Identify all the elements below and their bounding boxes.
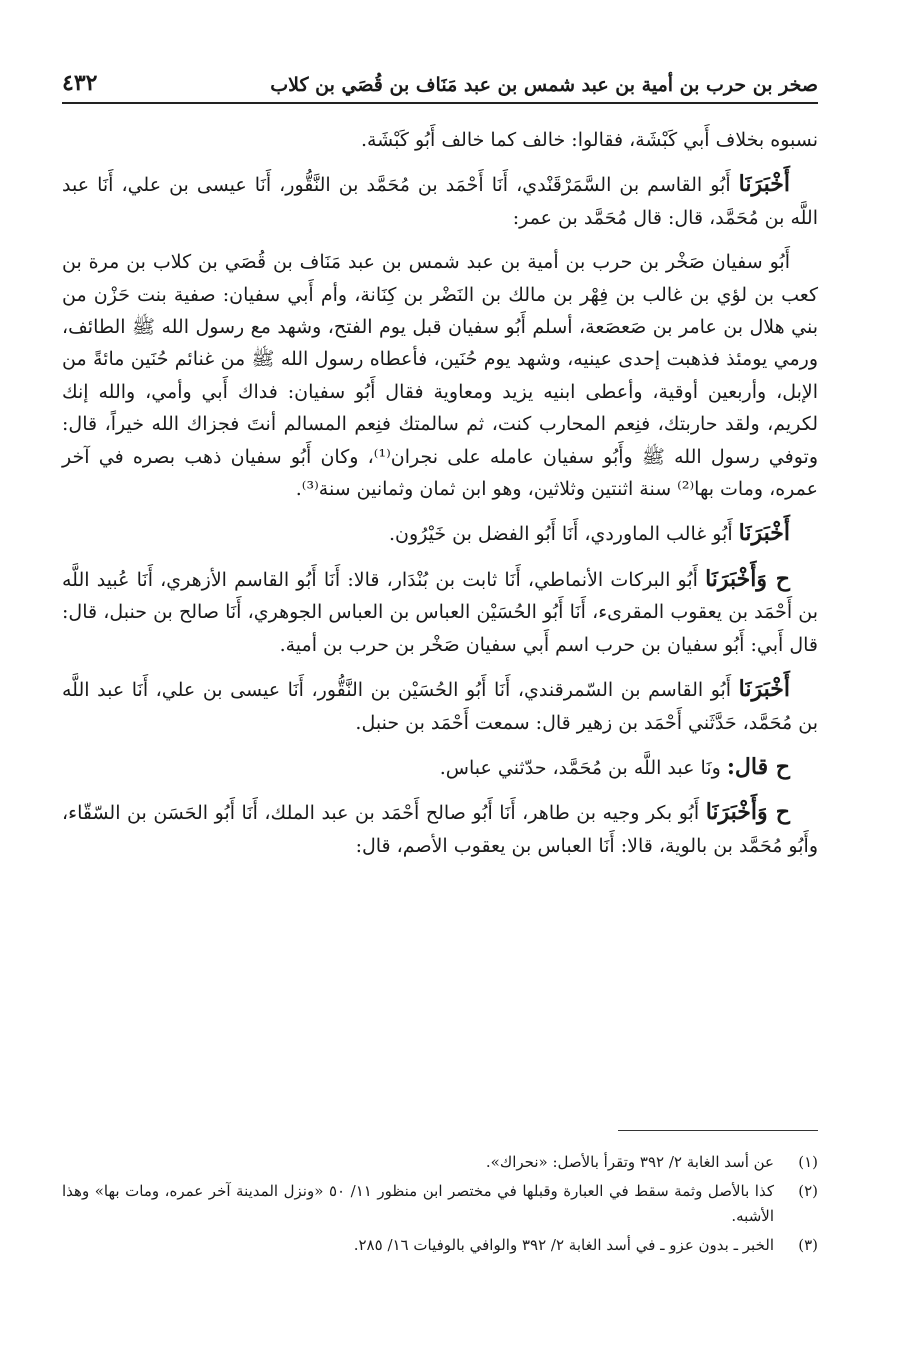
keyword: ح قال: <box>726 753 790 780</box>
paragraph <box>62 563 818 661</box>
paragraph <box>62 124 818 156</box>
paragraph <box>62 796 818 862</box>
footnote-number: (١) <box>798 1153 818 1171</box>
paragraph-text: أَبُو البركات الأنماطي، أَنَا ثابت بن بُنْدَار، قالا: أَنَا أَبُو القاسم الأزهري، أَنَا عُبيد اللَّه بن أَحْمَد بن يعقوب المقرىء، أَنَا أَبُو الحُسَيْن العباس بن العباس الجوهري، أَنَا صالح بن حنبل، قال: قال أَبي: أَبُو سفيان بن حرب اسم أَبي سفيان صَخْر بن حرب بن أمية. <box>62 568 818 656</box>
paragraph-text: أَبُو بكر وجيه بن طاهر، أَنَا أَبُو صالح أَحْمَد بن عبد الملك، أَنَا أَبُو الحَسَن بن السّقّاء، وأَبُو مُحَمَّد بن بالوية، قالا: أَنَا العباس بن يعقوب الأصم، قال: <box>62 802 818 857</box>
paragraph <box>62 168 818 234</box>
paragraph <box>62 673 818 739</box>
footnote-text: الخبر ـ بدون عزو ـ في أسد الغابة ٢/ ٣٩٢ والوافي بالوفيات ١٦/ ٢٨٥. <box>353 1236 774 1254</box>
paragraph-text: أَبُو سفيان صَخْر بن حرب بن أمية بن عبد شمس بن عبد مَنَاف بن قُصَي بن كلاب بن مرة بن كعب بن لؤي بن غالب بن فِهْر بن مالك بن النَضْر بن كِنَانة، وأم أَبي سفيان: صفية بنت حَزْن من بني هلال بن عامر بن صَعصَعة، أسلم أَبُو سفيان قبل يوم الفتح، وشهد مع رسول الله ﷺ الطائف، ورمي يومئذ فذهبت إحدى عينيه، وشهد يوم حُنَين، فأعطاه رسول الله ﷺ من غنائم حُنَين مائةً من الإبل، وأربعين أوقية، وأعطى ابنيه يزيد ومعاوية فقال أَبُو سفيان: فداك أَبي وأمي، والله إنك لكريم، ولقد حاربتك، فنِعم المحارب كنت، ثم سالمتك فنِعم المسالم أنتَ فجزاك الله خيراً، قال: وتوفي رسول الله ﷺ وأَبُو سفيان عامله على نجران⁽¹⁾، وكان أَبُو سفيان ذهب بصره في آخر عمره، ومات بها⁽²⁾ سنة اثنتين وثلاثين، وهو ابن ثمان وثمانين سنة⁽³⁾. <box>62 251 819 501</box>
footnote-number: (٢) <box>798 1182 818 1200</box>
footnotes <box>62 1150 818 1262</box>
paragraph-text: نسبوه بخلاف أَبي كَبْشَة، فقالوا: خالف كما خالف أَبُو كَبْشَة. <box>360 129 818 151</box>
footnote-separator <box>618 1130 818 1131</box>
main-text <box>62 124 818 874</box>
keyword: أَخْبَرَنَا <box>738 520 790 547</box>
paragraph-text: أَبُو القاسم بن السّمرقندي، أَنَا أَبُو الحُسَيْن بن النَّقُّور، أَنَا عيسى بن علي، أَنَا عبد اللَّه بن مُحَمَّد، حَدَّثَني أَحْمَد بن زهير قال: سمعت أَحْمَد بن حنبل. <box>62 679 818 734</box>
paragraph-text: أَبُو القاسم بن السَّمَرْقَنْدي، أَنَا أَحْمَد بن مُحَمَّد بن النَّقُّور، أَنَا عيسى بن علي، أَنَا عبد اللَّه بن مُحَمَّد، قال: قال مُحَمَّد بن عمر: <box>62 174 818 229</box>
footnote <box>62 1150 818 1175</box>
page-number: ٤٣٢ <box>62 70 98 96</box>
footnote-text: عن أسد الغابة ٢/ ٣٩٢ وتقرأ بالأصل: «نحراك». <box>485 1153 774 1171</box>
footnote-text: كذا بالأصل وثمة سقط في العبارة وقبلها في مختصر ابن منظور ١١/ ٥٠ «ونزل المدينة آخر عمره، ومات بها» وهذا الأشبه. <box>62 1182 774 1225</box>
paragraph <box>62 517 818 550</box>
paragraph-text: ونَا عبد اللَّه بن مُحَمَّد، حدّثني عباس. <box>439 756 721 779</box>
page-header <box>62 62 818 104</box>
footnote <box>62 1179 818 1229</box>
keyword: أَخْبَرَنَا <box>738 171 790 198</box>
keyword: أَخْبَرَنَا <box>738 676 790 703</box>
keyword: ح وَأَخْبَرَنَا <box>705 565 790 592</box>
running-title: صخر بن حرب بن أمية بن عبد شمس بن عبد مَنَاف بن قُصَي بن كلاب <box>270 74 818 96</box>
paragraph-text: أَبُو غالب الماوردي، أَنَا أَبُو الفضل بن خَيْرُون. <box>388 523 733 546</box>
footnote-number: (٣) <box>798 1236 818 1254</box>
paragraph <box>62 246 818 505</box>
keyword: ح وَأَخْبَرَنَا <box>705 799 790 826</box>
footnote <box>62 1233 818 1258</box>
paragraph <box>62 751 818 784</box>
